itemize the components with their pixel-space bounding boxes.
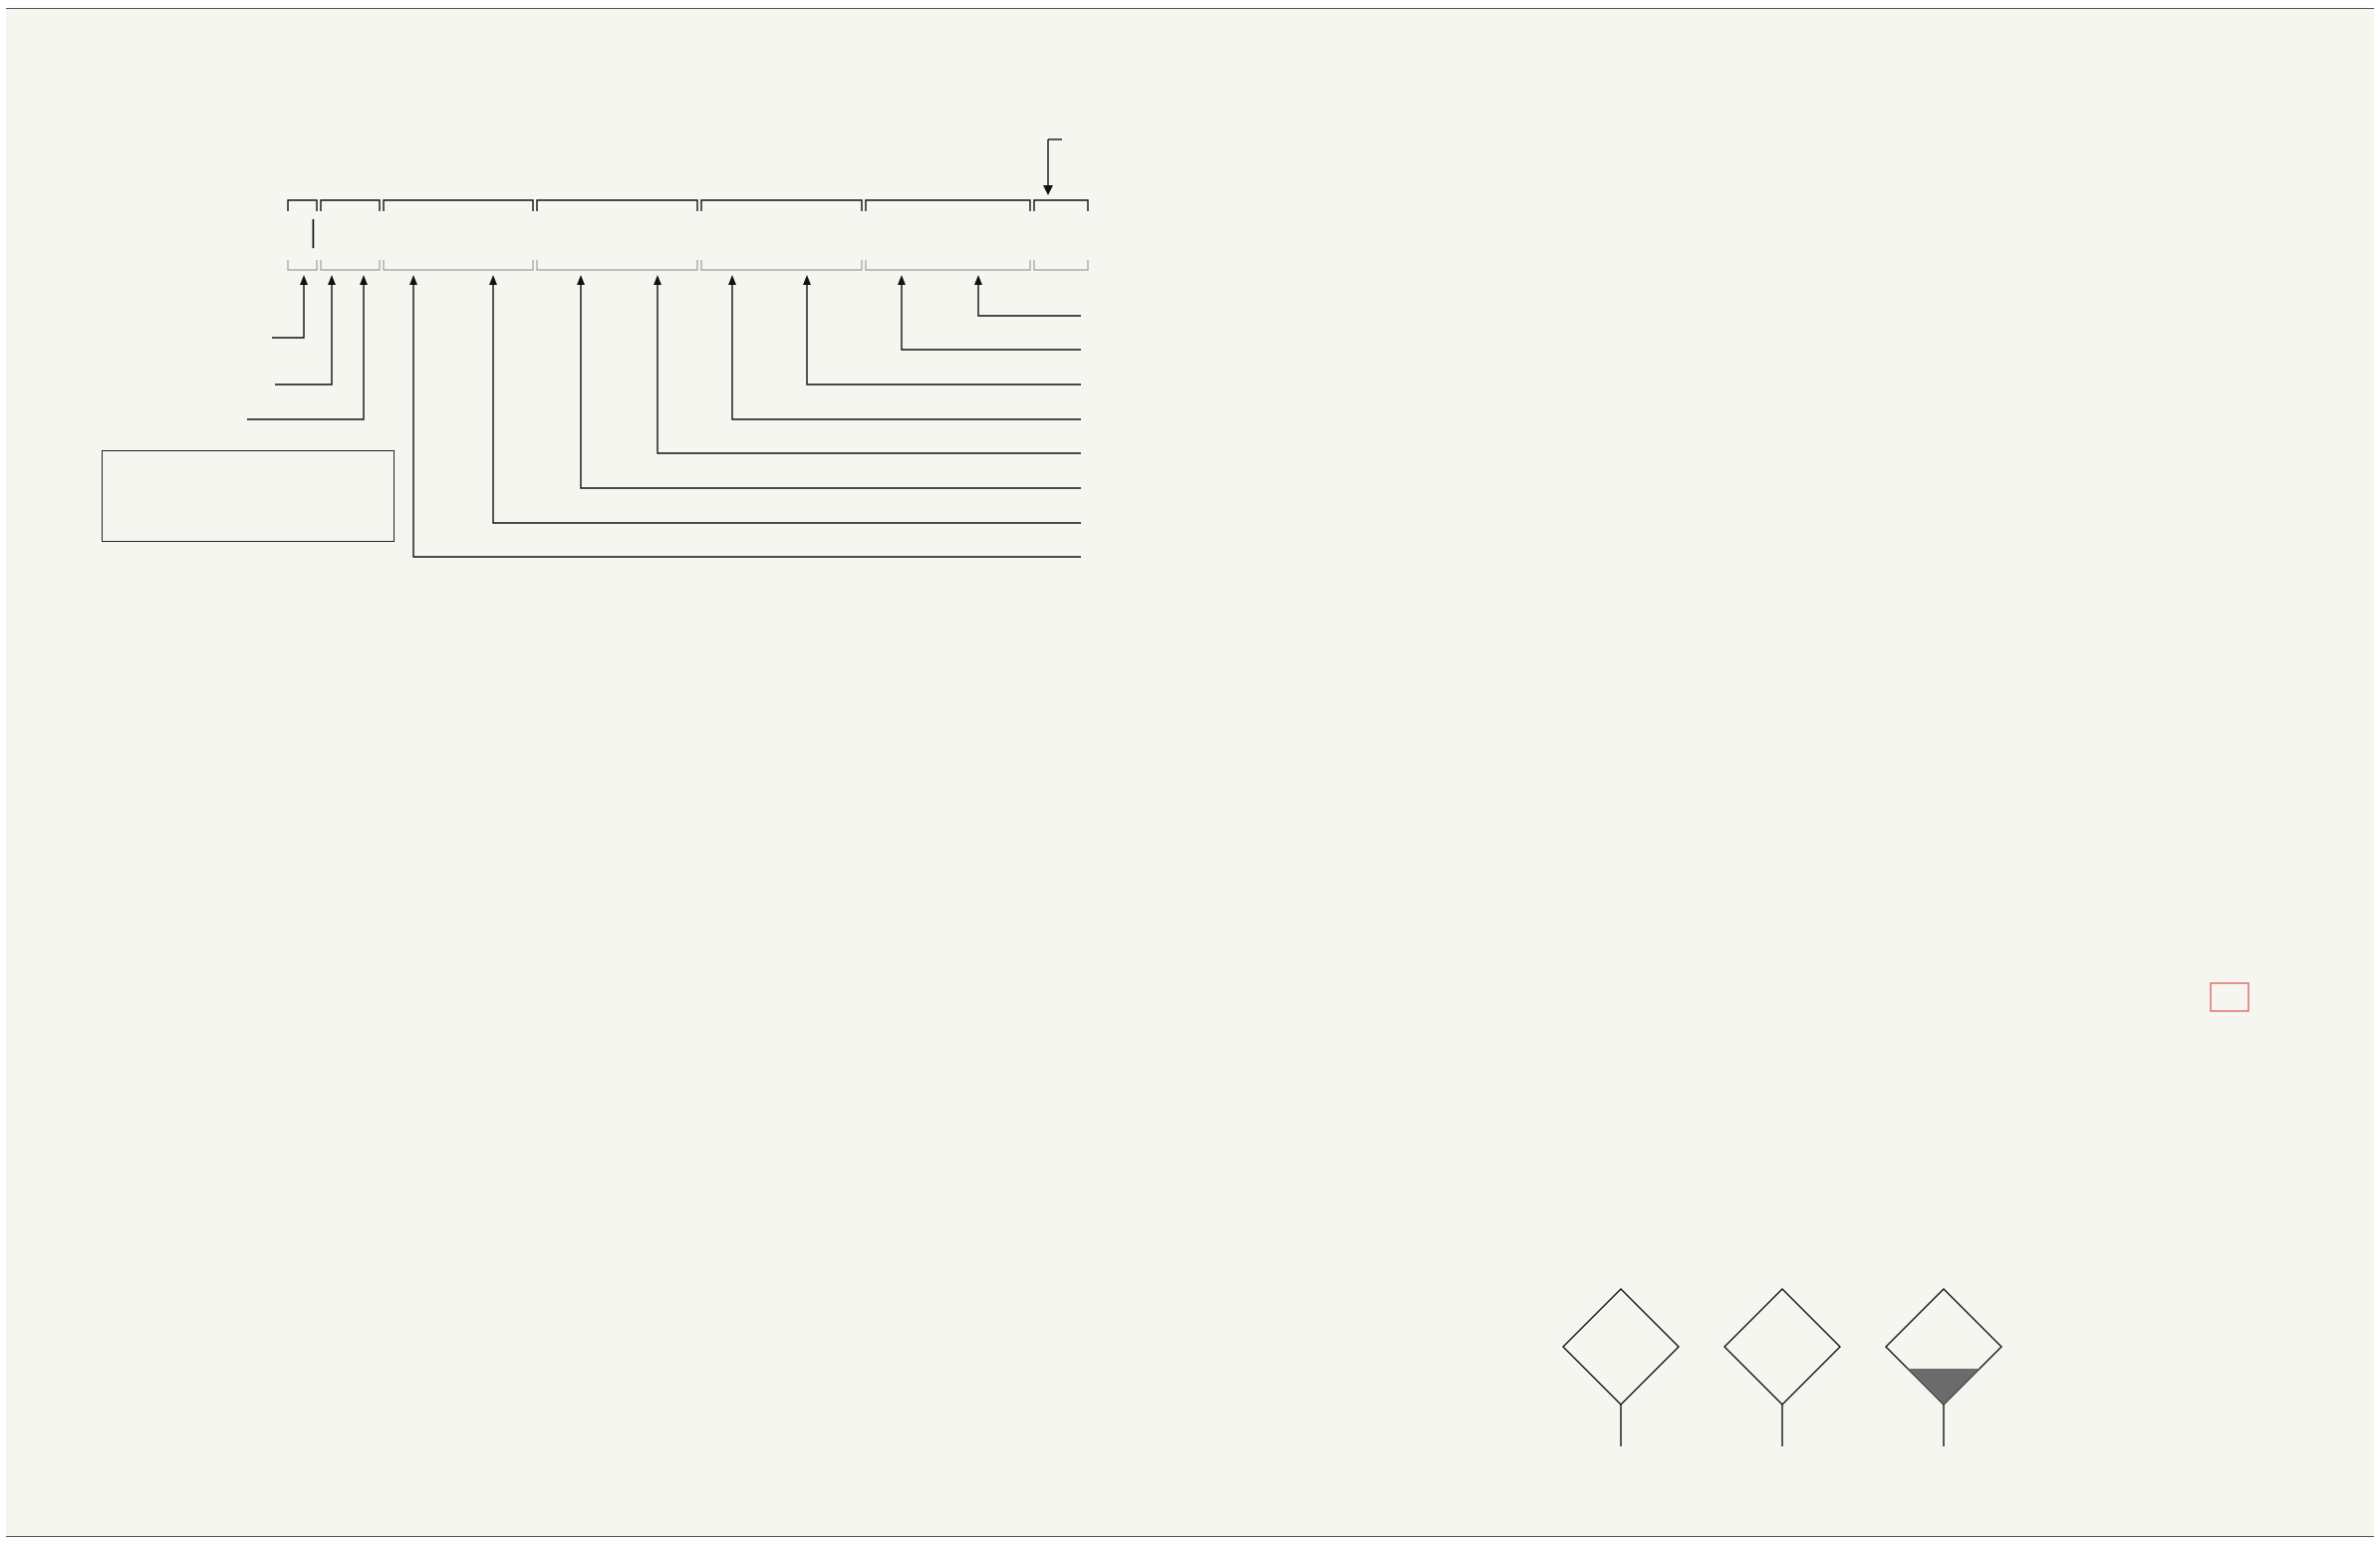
type-mark-box [102,450,395,542]
segment-divider: │ [307,220,322,247]
